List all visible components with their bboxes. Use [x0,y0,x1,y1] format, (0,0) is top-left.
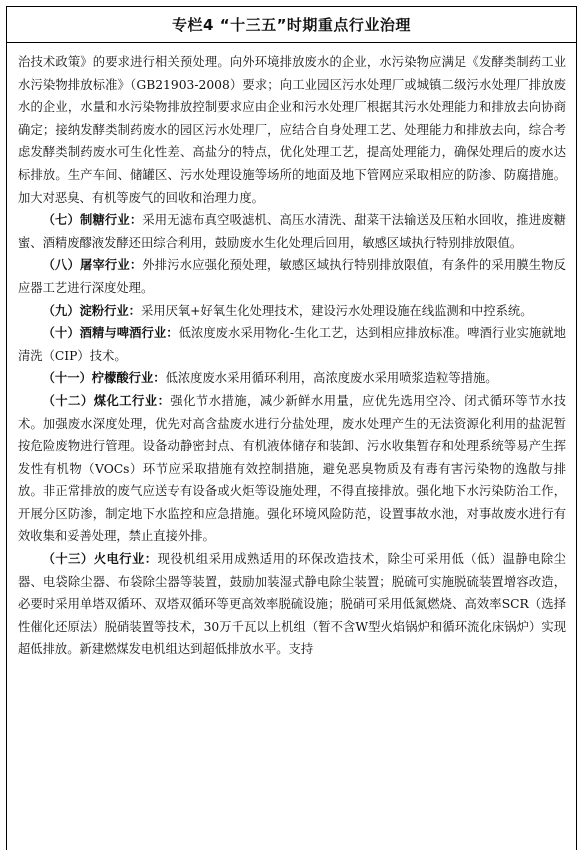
column-box [6,6,577,850]
paragraph-alcohol-beer [18,322,566,367]
paragraph-text: 强化节水措施，减少新鲜水用量，应优先选用空冷、闭式循环等节水技术。加强废水深度处理，优先对高含盐废水进行分盐处理，废水处理产生的无法资源化利用的盐泥暂按危险废物进行管理。设备动静密封点、有机液体储存和装卸、污水收集暂存和处理系统等易产生挥发性有机物（VOCs）环节应采取措施有效控制措施，避免恶臭物质及有毒有害污染物的逸散与排放。非正常排放的废气应送专有设备或火炬等设施处理，不得直接排放。强化地下水污染防治工作，开展分区防渗，制定地下水监控和应急措施。强化环境风险防范，设置事故水池，对事故废水进行有效收集和妥善处理，禁止直接外排。 [18,393,566,544]
paragraph-text: 采用厌氧+好氧生化处理技术，建设污水处理设施在线监测和中控系统。 [140,303,533,318]
paragraph-coal-chemical [18,390,566,548]
paragraph-text: 低浓度废水采用循环利用，高浓度废水采用喷浆造粒等措施。 [165,371,498,386]
paragraph-text: 治技术政策》的要求进行相关预处理。向外环境排放废水的企业，水污染物应满足《发酵类制药工业水污染物排放标准》（GB21903-2008）要求；向工业园区污水处理厂或城镇二级污水处理厂排放废水的企业，水量和水污染物排放控制要求应由企业和污水处理厂根据其污水处理能力和排放去向协商确定；接纳发酵类制药废水的园区污水处理厂，应结合自身处理工艺、处理能力和排放去向，综合考虑发酵类制药废水可生化性差、高盐分的特点，优化处理工艺，提高处理能力，确保处理后的废水达标排放。生产车间、储罐区、污水处理设施等场所的地面及地下管网应采取相应的防渗、防腐措施。加大对恶臭、有机等废气的回收和治理力度。 [18,55,566,205]
paragraph-citric-acid [18,367,566,390]
paragraph-text: 低浓度废水采用物化-生化工艺，达到相应排放标准。啤酒行业实施就地清洗（CIP）技术。 [18,326,566,363]
paragraph-thermal-power [18,548,566,661]
paragraph-text: 外排污水应强化预处理，敏感区域执行特别排放限值，有条件的采用膜生物反应器工艺进行深度处理。 [18,258,566,295]
section-label: （九）淀粉行业： [42,303,141,318]
section-label: （十二）煤化工行业： [42,393,171,408]
column-title: 专栏4 “十三五”时期重点行业治理 [7,7,576,43]
paragraph-text: 现役机组采用成熟适用的环保改造技术，除尘可采用低（低）温静电除尘器、电袋除尘器、布袋除尘器等装置，鼓励加装湿式静电除尘装置；脱硫可实施脱硫装置增容改造，必要时采用单塔双循环、双塔双循环等更高效率脱硫设施；脱硝可采用低氮燃烧、高效率SCR（选择性催化还原法）脱硝装置等技术，30万千瓦以上机组（暂不含W型火焰锅炉和循环流化床锅炉）实现超低排放。新建燃煤发电机组达到超低排放水平。支持 [18,552,566,657]
paragraph-sugar [18,209,566,254]
section-label: （七）制糖行业： [42,213,143,228]
paragraph-slaughter [18,254,566,299]
paragraph-continued [18,51,566,209]
section-label: （十）酒精与啤酒行业： [42,326,179,341]
section-label: （十一）柠檬酸行业： [42,371,166,386]
section-label: （十三）火电行业： [42,552,158,567]
column-content [7,43,576,661]
paragraph-text: 采用无滤布真空吸滤机、高压水清洗、甜菜干法输送及压粕水回收，推进废糖蜜、酒精废醪液发酵还田综合利用，鼓励废水生化处理后回用，敏感区域执行特别排放限值。 [18,213,566,250]
section-label: （八）屠宰行业： [42,258,143,273]
paragraph-starch [18,300,566,323]
